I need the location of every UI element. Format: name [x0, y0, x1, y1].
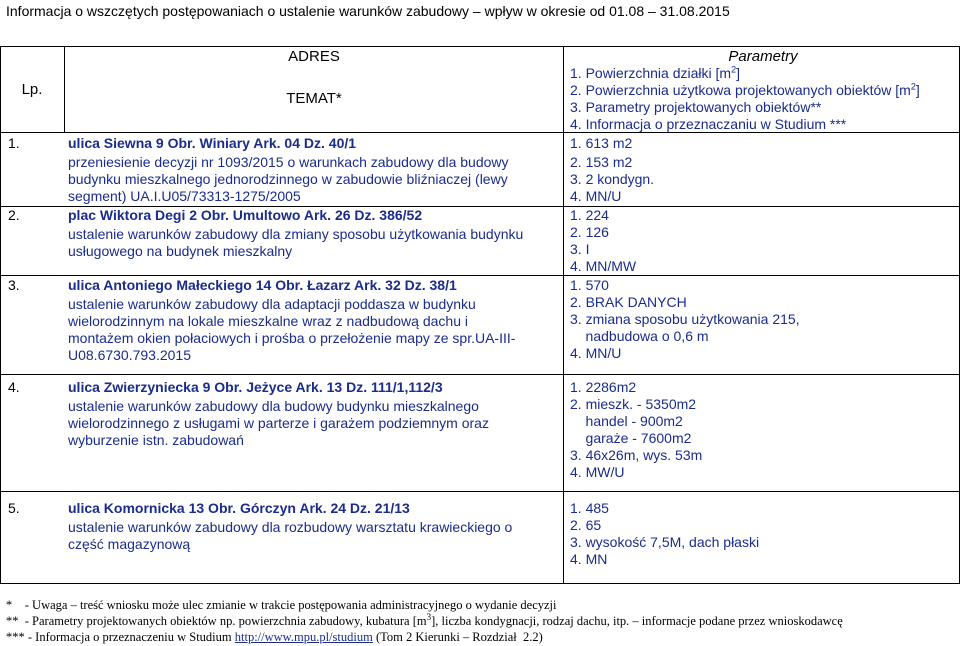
row-4-address: ulica Zwierzyniecka 9 Obr. Jeżyce Ark. 13 Dz. 111/1,112/3	[68, 379, 443, 395]
footnote-3: *** - Informacja o przeznaczeniu w Studium http://www.mpu.pl/studium (Tom 2 Kierunki – Rozdział 2.2)	[6, 630, 543, 644]
page-title: Informacja o wszczętych postępowaniach o ustalenie warunków zabudowy – wpływ w okresie od 01.08 – 31.08.2015	[6, 3, 730, 19]
header-parameters	[570, 48, 956, 133]
row-4-number: 4.	[8, 379, 20, 395]
row-5-description: ustalenie warunków zabudowy dla rozbudowy warsztatu krawieckiego o część magazynową	[68, 519, 513, 552]
params-col-divider	[563, 46, 564, 584]
param-def-2: 2. Powierzchnia użytkowa projektowanych obiektów $[m^2]$	[570, 81, 920, 98]
row-3-address: ulica Antoniego Małeckiego 14 Obr. Łazarz Ark. 32 Dz. 38/1	[68, 277, 457, 293]
row-2-address: plac Wiktora Degi 2 Obr. Umultowo Ark. 26 Dz. 386/52	[68, 207, 423, 223]
row-3-number: 3.	[8, 277, 20, 293]
proceedings-table	[0, 46, 960, 584]
row-1-address: ulica Siewna 9 Obr. Winiary Ark. 04 Dz. 40/1	[68, 135, 357, 151]
param-def-3: 3. Parametry projektowanych obiektów**	[570, 99, 822, 115]
footnote-2: ** - Parametry projektowanych obiektów np. powierzchnia zabudowy, kubatura $[m^3]$, liczba kondygnacji, rodzaj dachu, itp. – informacje podane przez wnioskodawcę	[6, 611, 843, 628]
footnotes	[6, 597, 956, 645]
row-3-description: ustalenie warunków zabudowy dla adaptacji poddasza w budynku wielorodzinnym na lokale mieszkalne wraz z nadbudową dachu i montażem okien połaciowych i prośba o przełożenie mapy ze spr.UA-III- U08.6730.793.2015	[68, 296, 516, 363]
row-5-params: 1. 485 2. 65 3. wysokość 7,5M, dach płaski 4. MN	[570, 500, 760, 567]
row-divider-4	[0, 491, 960, 492]
header-lp: Lp.	[21, 81, 43, 98]
row-4-params: 1. 2286m2 2. mieszk. - 5350m2 handel - 900m2 garaże - 7600m2 3. 46x26m, wys. 53m 4. MW/U	[570, 379, 703, 480]
row-3-params: 1. 570 2. BRAK DANYCH 3. zmiana sposobu użytkowania 215, nadbudowa o 0,6 m 4. MN/U	[570, 277, 800, 361]
row-5-address: ulica Komornicka 13 Obr. Górczyn Ark. 24 Dz. 21/13	[68, 500, 410, 516]
row-divider-2	[0, 275, 960, 276]
param-def-1: 1. Powierzchnia działki $[m^2]$	[570, 64, 740, 81]
row-1-description: przeniesienie decyzji nr 1093/2015 o warunkach zabudowy dla budowy budynku mieszkalnego jednorodzinnego w zabudowie bliźniaczej (lewy segment) UA.I.U05/73313-1275/2005	[68, 154, 509, 204]
row-2-description: ustalenie warunków zabudowy dla zmiany sposobu użytkowania budynku usługowego na budynek mieszkalny	[68, 226, 524, 259]
row-2-number: 2.	[8, 207, 20, 223]
table-border-left	[0, 46, 1, 584]
row-divider-3	[0, 374, 960, 375]
footnote-1: * - Uwaga – treść wniosku może ulec zmianie w trakcie postępowania administracyjnego o wydanie decyzji	[6, 598, 557, 612]
row-1-params: 1. 613 m2 2. 153 m2 3. 2 kondygn. 4. MN/U	[570, 135, 655, 204]
row-5-number: 5.	[8, 500, 20, 516]
studium-link[interactable]: http://www.mpu.pl/studium	[234, 630, 373, 644]
row-1-number: 1.	[8, 135, 20, 151]
table-border-top	[0, 46, 960, 47]
row-2-params: 1. 224 2. 126 3. I 4. MN/MW	[570, 207, 637, 274]
param-def-4: 4. Informacja o przeznaczaniu w Studium ***	[570, 116, 847, 132]
row-4-description: ustalenie warunków zabudowy dla budowy budynku mieszkalnego wielorodzinnego z usługami w parterze i garażem podziemnym oraz wyburzenie istn. zabudowań	[68, 398, 489, 448]
parameters-title: Parametry	[728, 48, 798, 65]
header-adres: ADRES	[288, 48, 340, 65]
table-border-bottom	[0, 583, 960, 584]
header-temat: TEMAT*	[286, 90, 342, 107]
